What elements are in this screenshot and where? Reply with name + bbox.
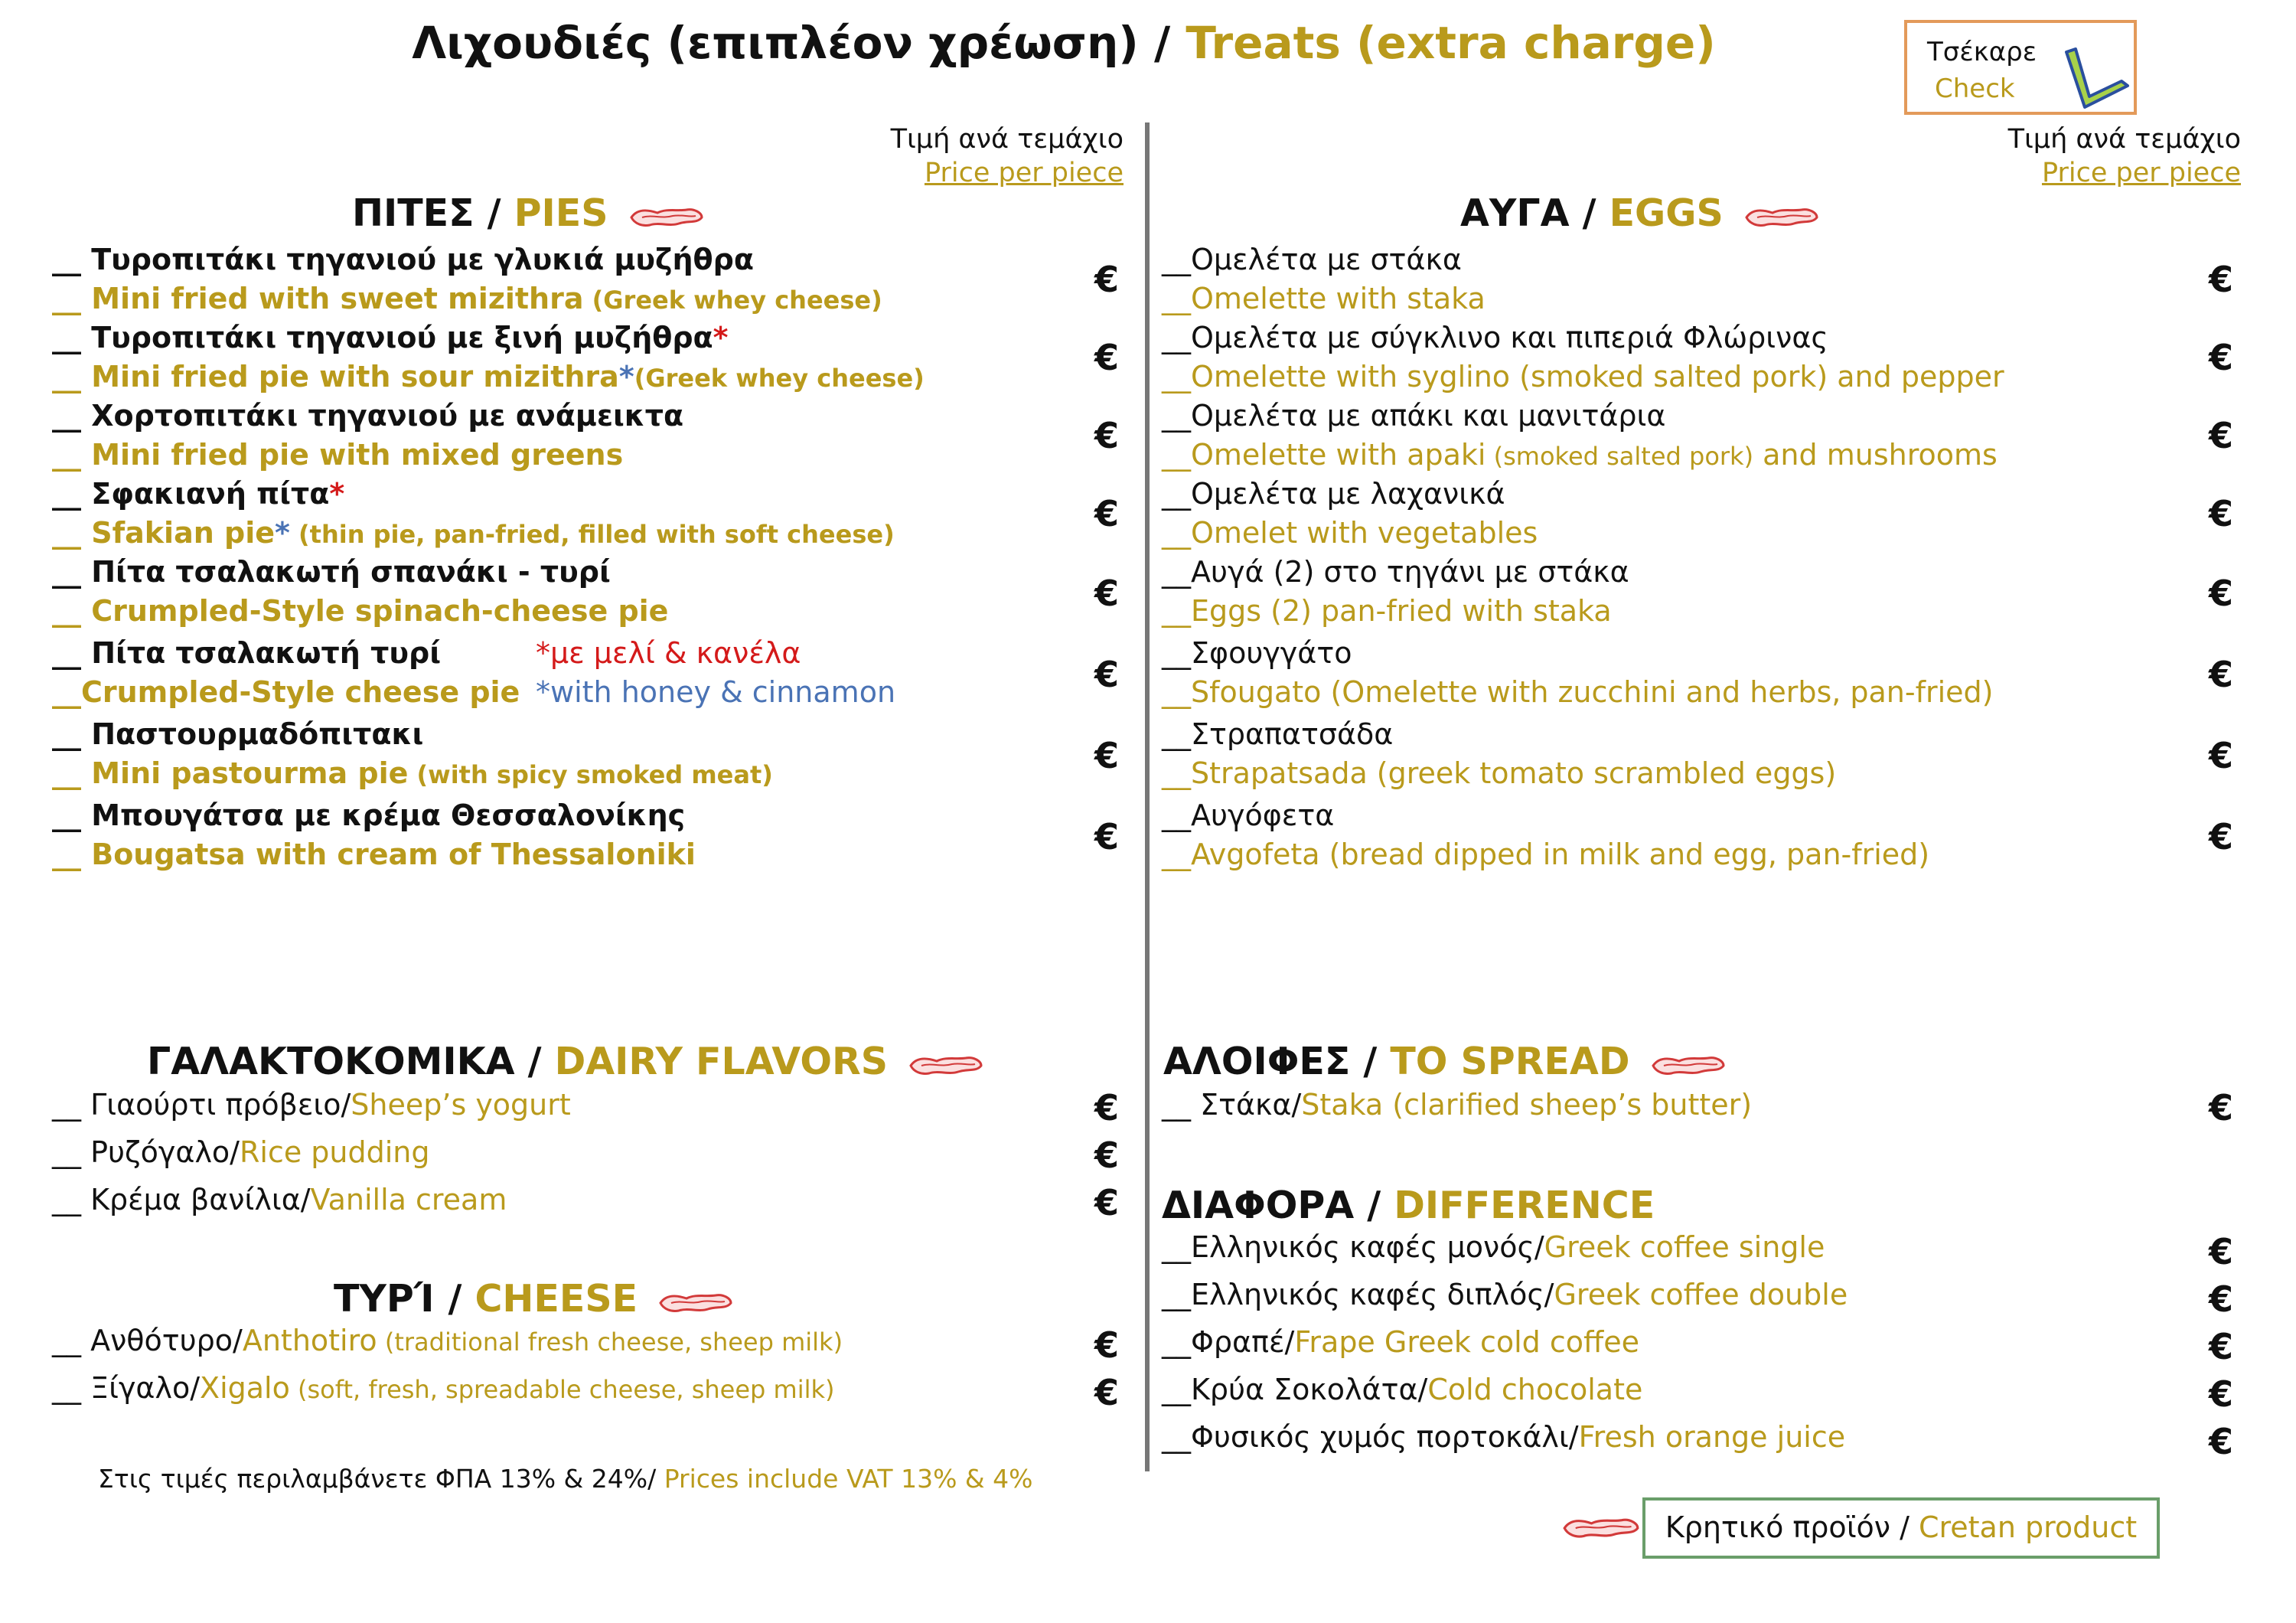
menu-item-pie: __ Τυροπιτάκι τηγανιού με γλυκιά μυζήθρα __ Mini fried with sweet mizithra (Greek whey cheese) [52,243,882,315]
euro-price: € [2209,1373,2234,1415]
check-label-greek: Τσέκαρε [1927,37,2037,67]
euro-price: € [1094,337,1120,378]
check-legend-box [1904,20,2137,115]
euro-price: € [1094,816,1120,857]
menu-item-pie: __ Χορτοπιτάκι τηγανιού με ανάμεικτα __ Mini fried pie with mixed greens [52,399,684,472]
euro-price: € [2209,259,2234,300]
euro-price: € [1094,1324,1120,1366]
menu-item-drink: __Κρύα Σοκολάτα/Cold chocolate [1162,1373,1643,1406]
page-title: Λιχουδιές (επιπλέον χρέωση) / Treats (extra charge) [412,17,1716,69]
crete-island-icon [1743,201,1820,231]
menu-item-dairy: __ Γιαούρτι πρόβειο/Sheep’s yogurt [52,1088,571,1122]
menu-item-drink: __Ελληνικός καφές διπλός/Greek coffee double [1162,1278,1848,1311]
menu-item-drink: __Ελληνικός καφές μονός/Greek coffee single [1162,1230,1825,1264]
section-title-difference: ΔΙΑΦΟΡΑ / DIFFERENCE [1162,1184,1655,1227]
menu-item-cheese: __ Ξίγαλο/Xigalo (soft, fresh, spreadable cheese, sheep milk) [52,1371,835,1405]
euro-price: € [2209,735,2234,776]
euro-price: € [1094,573,1120,614]
menu-item-pie: __ Μπουγάτσα με κρέμα Θεσσαλονίκης __ Bougatsa with cream of Thessaloniki [52,798,696,871]
euro-price: € [2209,1278,2234,1320]
menu-item-pie: __ Τυροπιτάκι τηγανιού με ξινή μυζήθρα* __ Mini fried pie with sour mizithra*(Greek whey cheese) [52,321,925,394]
vat-note: Στις τιμές περιλαμβάνετε ΦΠΑ 13% & 24%/ Prices include VAT 13% & 4% [98,1464,1033,1494]
euro-price: € [2209,1421,2234,1462]
euro-price: € [2209,1087,2234,1128]
menu-item-egg: __Ομελέτα με σύγκλινο και πιπεριά Φλώρινας __Omelette with syglino (smoked salted pork) and pepper [1162,321,2004,394]
price-header-right: Τιμή ανά τεμάχιο Price per piece [2007,124,2241,188]
euro-price: € [1094,735,1120,776]
euro-price: € [1094,1372,1120,1413]
column-divider [1145,122,1150,1471]
menu-item-egg: __Στραπατσάδα __Strapatsada (greek tomato scrambled eggs) [1162,717,1837,790]
euro-price: € [2209,493,2234,534]
euro-price: € [1094,415,1120,456]
euro-price: € [2209,415,2234,456]
euro-price: € [2209,573,2234,614]
menu-item-egg: __Ομελέτα με απάκι και μανιτάρια __Omelette with apaki (smoked salted pork) and mushrooms [1162,399,1998,472]
section-title-eggs: ΑΥΓΑ / EGGS [1460,191,1820,235]
euro-price: € [1094,1135,1120,1176]
crete-island-icon [1561,1508,1641,1545]
crete-island-icon [628,201,705,231]
menu-item-egg: __Ομελέτα με λαχανικά __Omelet with vegetables [1162,477,1538,550]
section-title-dairy: ΓΑΛΑΚΤΟΚΟΜΙΚΑ / DAIRY FLAVORS [147,1040,984,1083]
honey-cinnamon-note: *με μελί & κανέλα *with honey & cinnamon [536,636,896,709]
menu-item-pie: __ Σφακιανή πίτα* __ Sfakian pie* (thin pie, pan-fried, filled with soft cheese) [52,477,895,550]
euro-price: € [1094,1087,1120,1128]
menu-item-egg: __Ομελέτα με στάκα __Omelette with staka [1162,243,1486,315]
title-greek: Λιχουδιές (επιπλέον χρέωση) [412,17,1139,69]
euro-price: € [1094,493,1120,534]
euro-price: € [1094,1182,1120,1223]
menu-item-dairy: __ Ρυζόγαλο/Rice pudding [52,1135,430,1169]
crete-island-icon [1650,1049,1727,1079]
menu-item-pie: __ Παστουρμαδόπιτακι __ Mini pastourma pie (with spicy smoked meat) [52,717,773,790]
check-label-english: Check [1935,73,2015,104]
section-title-pies: ΠΙΤΕΣ / PIES [352,191,705,235]
euro-price: € [1094,259,1120,300]
menu-item-egg: __Αυγά (2) στο τηγάνι με στάκα __Eggs (2) pan-fried with staka [1162,555,1629,628]
crete-island-icon [657,1286,734,1317]
check-mark-icon [2062,40,2131,113]
menu-item-egg: __Σφουγγάτο __Sfougato (Omelette with zucchini and herbs, pan-fried) [1162,636,1994,709]
menu-item-drink: __Φραπέ/Frape Greek cold coffee [1162,1325,1639,1359]
menu-item-spread: __ Στάκα/Staka (clarified sheep’s butter) [1162,1088,1753,1122]
euro-price: € [2209,816,2234,857]
cretan-product-legend: Κρητικό προϊόν / Cretan product [1642,1497,2160,1559]
price-header-left: Τιμή ανά τεμάχιο Price per piece [890,124,1124,188]
menu-item-cheese: __ Ανθότυρο/Anthotiro (traditional fresh cheese, sheep milk) [52,1324,843,1357]
euro-price: € [2209,1326,2234,1367]
menu-item-dairy: __ Κρέμα βανίλια/Vanilla cream [52,1183,507,1216]
euro-price: € [2209,654,2234,695]
menu-item-pie: __ Πίτα τσαλακωτή τυρί __Crumpled-Style cheese pie [52,636,520,709]
euro-price: € [2209,1231,2234,1272]
crete-island-icon [908,1049,984,1079]
section-title-cheese: ΤΥΡΊ / CHEESE [334,1277,734,1321]
title-english: Treats (extra charge) [1186,17,1716,69]
menu-item-pie: __ Πίτα τσαλακωτή σπανάκι - τυρί __ Crumpled-Style spinach-cheese pie [52,555,669,628]
euro-price: € [1094,654,1120,695]
section-title-spread: ΑΛΟΙΦΕΣ / TO SPREAD [1163,1040,1727,1083]
menu-item-egg: __Αυγόφετα __Avgofeta (bread dipped in milk and egg, pan-fried) [1162,798,1930,871]
menu-item-drink: __Φυσικός χυμός πορτοκάλι/Fresh orange juice [1162,1420,1846,1454]
euro-price: € [2209,337,2234,378]
